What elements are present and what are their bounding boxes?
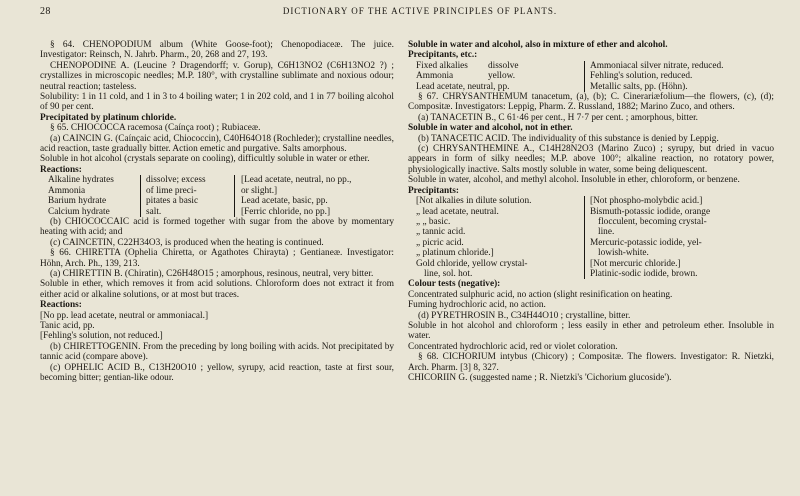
reaction-item: of lime preci-	[146, 185, 197, 196]
pp-item: „ „ basic.	[416, 216, 451, 227]
precipitants-table	[416, 61, 774, 92]
left-column	[40, 40, 394, 383]
section-67: § 67. CHRYSANTHEMUM tanacetum, (a), (b); C. Cinerariæfolium—the flowers, (c), (d); Compositæ. Investigators: Leppig, Pharm. Z. Russland, 1882; Marino Zuco, and others.	[408, 92, 774, 113]
chenopodine-entry: CHENOPODINE A. (Leucine ? Dragendorff; v. Gorup), C6H13NO2 (C6H13NO2 ?) ; crystallizes in microscopic needles; M.P. 180°, with crystalline sublimate and noxious odour; neutral reaction; tasteless.	[40, 60, 394, 92]
reactions-col-1	[48, 175, 140, 217]
reactions-col-3	[235, 175, 401, 217]
caincetin-entry: (c) CAINCETIN, C22H34O3, is produced when the heating is continued.	[50, 237, 324, 248]
precip-item: dissolve	[488, 60, 519, 71]
reaction-item: or slight.]	[241, 185, 278, 196]
reactions-heading-2: Reactions:	[40, 300, 82, 311]
reaction-item: Calcium hydrate	[48, 206, 110, 217]
precip-item: Lead acetate, neutral, pp.	[416, 81, 510, 92]
solubility-line: Solubility: 1 in 11 cold, and 1 in 3 to 4 boiling water; 1 in 202 cold, and 1 in 77 boiling alcohol of 90 per cent.	[40, 92, 394, 113]
reaction-item: [Lead acetate, neutral, no pp.,	[241, 175, 352, 186]
chrysanthemine-solubility: Soluble in water, alcohol, and methyl alcohol. Insoluble in ether, chloroform, or benzene.	[408, 175, 740, 186]
reactions-table	[48, 175, 394, 217]
precipitants-table-2	[416, 196, 774, 279]
section-65: § 65. CHIOCOCCA racemosa (Caínça root) ; Rubiaceæ.	[50, 123, 261, 134]
pp-item: line.	[598, 227, 615, 238]
pyrethrosin-test: Concentrated hydrochloric acid, red or violet coloration.	[408, 341, 618, 352]
precipitated-line: Precipitated by platinum chloride.	[40, 112, 177, 123]
reaction-item: salt.	[146, 206, 162, 217]
pp-item: „ platinum chloride.]	[416, 248, 494, 259]
pp-item: „ picric acid.	[416, 237, 464, 248]
colour-test-line: Concentrated sulphuric acid, no action (slight resinification on heating.	[408, 289, 673, 300]
reaction-item: Lead acetate, basic, pp.	[241, 196, 328, 207]
pp-item: Mercuric-potassic iodide, yel-	[590, 237, 702, 248]
reaction-line: [Fehling's solution, not reduced.]	[40, 331, 163, 342]
page-number: 28	[40, 6, 51, 17]
section-66: § 66. CHIRETTA (Ophelia Chiretta, or Agathotes Chirayta) ; Gentianeæ. Investigator: Höhn, Arch. Ph., 139, 213.	[40, 248, 394, 269]
pp-item: [Not mercuric chloride.]	[590, 258, 681, 269]
precipitants-heading: Precipitants, etc.:	[408, 50, 478, 61]
caincin-solubility: Soluble in hot alcohol (crystals separate on cooling), difficultly soluble in water or ether.	[40, 154, 370, 165]
reaction-item: [Ferric chloride, no pp.]	[241, 206, 331, 217]
reactions-col-2	[140, 175, 235, 217]
right-column	[408, 40, 774, 383]
precip-item: yellow.	[488, 71, 516, 82]
tanacetin-solubility: Soluble in water and alcohol, not in ether.	[408, 123, 573, 134]
reaction-item: pitates a basic	[146, 196, 199, 207]
tanacetin-entry: (a) TANACETIN B., C 61·46 per cent., H 7·7 per cent. ; amorphous, bitter.	[418, 112, 698, 123]
chirettin-solubility: Soluble in ether, which removes it from acid solutions. Chloroform does not extract it from either acid or alkaline solutions, or at most but traces.	[40, 279, 394, 300]
reaction-line: [No pp. lead acetate, neutral or ammoniacal.]	[40, 310, 209, 321]
pp-item: line, sol. hot.	[424, 268, 473, 279]
pp-col-2	[584, 196, 770, 279]
running-header	[0, 6, 800, 20]
chicoriin-entry: CHICORIIN G. (suggested name ; R. Nietzki's 'Cichorium glucoside').	[408, 373, 672, 383]
section-64: § 64. CHENOPODIUM album (White Goose-foot); Chenopodiaceæ. The juice. Investigator: Reinsch, N. Jahrb. Pharm., 20, 268 and 27, 193.	[40, 40, 394, 61]
colour-test-line: Fuming hydrochloric acid, no action.	[408, 300, 546, 311]
precip-item: Ammoniacal silver nitrate, reduced.	[590, 60, 724, 71]
running-title: DICTIONARY OF THE ACTIVE PRINCIPLES OF PLANTS.	[282, 6, 558, 16]
pyrethrosin-entry: (d) PYRETHROSIN B., C34H44O10 ; crystalline, bitter.	[418, 310, 631, 321]
reaction-item: Alkaline hydrates	[48, 175, 114, 186]
caincin-entry: (a) CAINCIN G. (Caínçaic acid, Chiococcin), C40H64O18 (Rochleder); crystalline needles, acid reaction, taste gradually bitter. Action emetic and purgative. Salts amorphous.	[40, 133, 394, 155]
reaction-item: Ammonia	[48, 185, 86, 196]
chirettin-entry: (a) CHIRETTIN B. (Chiratin), C26H48O15 ; amorphous, resinous, neutral, very bitter.	[50, 268, 374, 279]
reaction-item: dissolve; excess	[146, 175, 206, 186]
precip-item: Fehling's solution, reduced.	[590, 71, 693, 82]
chrysanthemine-entry: (c) CHRYSANTHEMINE A., C14H28N2O3 (Marino Zuco) ; syrupy, but dried in vacuo appears in form of silky needles; M.P. above 100°; alkaline reaction, no rotatory power, physiologically inactive. Salts mostly soluble in water, some being deliquescent.	[408, 144, 774, 175]
section-68: § 68. CICHORIUM intybus (Chicory) ; Compositæ. The flowers. Investigator: R. Nietzki, Arch. Pharm. [3] 8, 327.	[408, 352, 774, 373]
pp-item: „ tannic acid.	[416, 227, 466, 238]
pp-item: Bismuth-potassic iodide, orange	[590, 206, 711, 217]
pp-item: lowish-white.	[598, 248, 649, 259]
pp-item: Gold chloride, yellow crystal-	[416, 258, 528, 269]
reaction-line: Tanic acid, pp.	[40, 320, 95, 331]
pp-item: „ lead acetate, neutral.	[416, 206, 499, 217]
pp-item: [Not phospho-molybdic acid.]	[590, 196, 703, 207]
pp-item: [Not alkalies in dilute solution.	[416, 196, 532, 207]
pyrethrosin-solubility: Soluble in hot alcohol and chloroform ; less easily in ether and petroleum ether. Insoluble in water.	[408, 320, 774, 342]
precip-item: Ammonia	[416, 71, 454, 82]
chiococcaic-entry: (b) CHIOCOCCAIC acid is formed together with sugar from the above by momentary heating with acid; and	[40, 216, 394, 238]
pp-item: Platinic-sodic iodide, brown.	[590, 268, 698, 279]
reactions-heading: Reactions:	[40, 164, 82, 175]
precip-item: Fixed alkalies	[416, 60, 468, 71]
pp-col-1	[416, 196, 584, 279]
reaction-item: Barium hydrate	[48, 196, 107, 207]
pp-item: flocculent, becoming crystal-	[598, 216, 707, 227]
precip-item: Metallic salts, pp. (Höhn).	[590, 81, 688, 92]
chirettogenin-entry: (b) CHIRETTOGENIN. From the preceding by long boiling with acids. Not precipitated by tannic acid (compare above).	[40, 341, 394, 363]
precipitants-heading-2: Precipitants:	[408, 185, 459, 196]
soluble-line: Soluble in water and alcohol, also in mixture of ether and alcohol.	[408, 40, 668, 50]
ophelic-acid-entry: (c) OPHELIC ACID B., C13H20O10 ; yellow, syrupy, acid reaction, taste at first sour, becoming bitter; gentian-like odour.	[40, 362, 394, 383]
colour-tests-heading: Colour tests (negative):	[408, 279, 501, 290]
precip-col-3	[584, 61, 770, 92]
tanacetic-acid-entry: (b) TANACETIC ACID. The individuality of this substance is denied by Leppig.	[418, 133, 719, 144]
